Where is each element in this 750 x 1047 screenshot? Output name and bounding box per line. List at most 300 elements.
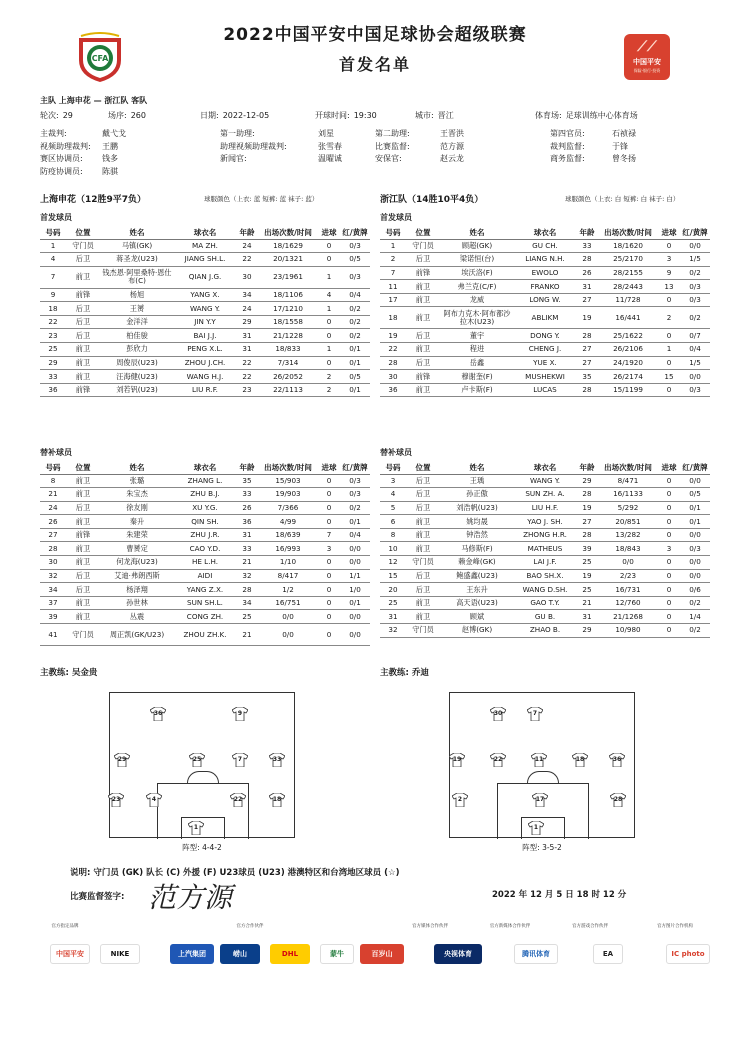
player-name: 刘若钒(U23) — [100, 383, 174, 397]
player-shirt-icon — [150, 707, 166, 721]
shirt-number: 19 — [452, 756, 462, 763]
player-row — [380, 239, 710, 253]
player-row — [40, 583, 370, 597]
official-name: 陈骐 — [102, 166, 118, 176]
round-info: 轮次: 29 — [40, 111, 73, 120]
home-formation: 阵型: 4-4-2 — [182, 843, 222, 852]
appearances-minutes: 18/1620 — [598, 239, 658, 253]
player-row — [380, 610, 710, 624]
goals: 0 — [658, 596, 680, 610]
player-row — [40, 329, 370, 343]
player-number: 25 — [380, 596, 406, 610]
official-name: 温曜诚 — [318, 154, 342, 163]
appearances-minutes: 8/471 — [598, 474, 658, 488]
goals: 0 — [658, 515, 680, 529]
player-age: 19 — [576, 569, 598, 583]
player-name: 柏佳骏 — [100, 329, 174, 343]
player-number: 33 — [40, 370, 66, 384]
player-shirt-icon — [452, 793, 468, 807]
player-age: 22 — [236, 356, 258, 370]
player-position: 前锋 — [66, 288, 100, 302]
column-header: 出场次数/时间 — [258, 226, 318, 239]
city-info: 城市: 晋江 — [415, 111, 454, 120]
player-age: 22 — [236, 253, 258, 267]
player-shirt-icon — [189, 753, 205, 767]
player-row — [40, 474, 370, 488]
player-number: 5 — [380, 501, 406, 515]
sponsor-category-label: 官方指定品牌 — [51, 924, 79, 929]
player-shirt-icon — [230, 793, 246, 807]
column-header: 年龄 — [576, 226, 598, 239]
shirt-name: HE L.H. — [174, 556, 236, 570]
official-name: 戴弋戈 — [102, 129, 126, 138]
player-shirt-icon — [108, 793, 124, 807]
player-number: 19 — [380, 329, 406, 343]
sponsor-logo: IC photo — [666, 944, 710, 964]
match-no-info: 场序: 260 — [108, 111, 146, 120]
player-name: 曹赟定 — [100, 542, 174, 556]
cards: 0/3 — [680, 542, 710, 556]
appearances-minutes: 16/751 — [258, 596, 318, 610]
player-shirt-icon — [490, 753, 506, 767]
cfa-logo-text: CFA — [91, 54, 109, 63]
player-shirt-icon — [449, 753, 465, 767]
shirt-name: LIU R.F. — [174, 383, 236, 397]
column-header: 进球 — [658, 461, 680, 474]
player-age: 34 — [236, 288, 258, 302]
player-name: 杨泽翔 — [100, 583, 174, 597]
sponsor-logo: 央视体育 — [434, 944, 482, 964]
player-name: 王东升 — [440, 583, 514, 597]
shirt-name: ZHOU ZH.K. — [174, 624, 236, 646]
goals: 0 — [658, 610, 680, 624]
goals: 1 — [658, 343, 680, 357]
official-name: 王晋洪 — [440, 129, 464, 138]
player-age: 31 — [236, 528, 258, 542]
appearances-minutes: 10/980 — [598, 624, 658, 638]
shirt-number: 18 — [272, 796, 282, 803]
appearances-minutes: 15/903 — [258, 474, 318, 488]
official-name: 钱多 — [102, 154, 118, 163]
player-name: 埃沃洛(F) — [440, 266, 514, 280]
official-label: 助理视频助理裁判: — [220, 141, 287, 151]
shirt-name: WANG D.SH. — [514, 583, 576, 597]
home-coach: 主教练: 吴金贵 — [40, 668, 98, 678]
player-number: 4 — [380, 488, 406, 502]
lineup-sheet — [30, 0, 720, 1047]
player-number: 32 — [40, 569, 66, 583]
player-row — [380, 253, 710, 267]
player-age: 29 — [236, 315, 258, 329]
player-number: 30 — [380, 370, 406, 384]
shirt-number: 1 — [533, 824, 539, 831]
goals: 0 — [658, 329, 680, 343]
cards: 1/5 — [680, 356, 710, 370]
ping-an-logo-text: 中国平安 — [633, 58, 661, 66]
player-name: 周俊辰(U23) — [100, 356, 174, 370]
player-position: 前锋 — [406, 266, 440, 280]
shirt-name: WANG Y. — [514, 474, 576, 488]
sponsor-category-label: 官方合作伙伴 — [236, 924, 264, 929]
appearances-minutes: 8/417 — [258, 569, 318, 583]
player-position: 前卫 — [406, 280, 440, 294]
shirt-name: LIANG N.H. — [514, 253, 576, 267]
player-name: 董宇 — [440, 329, 514, 343]
appearances-minutes: 23/1961 — [258, 266, 318, 288]
cards: 0/3 — [680, 293, 710, 307]
shirt-name: SUN ZH. A. — [514, 488, 576, 502]
cards: 0/3 — [680, 280, 710, 294]
player-shirt-icon — [232, 707, 248, 721]
cards: 0/2 — [680, 596, 710, 610]
cards: 0/2 — [680, 307, 710, 329]
cards: 0/2 — [680, 624, 710, 638]
shirt-number: 36 — [153, 710, 163, 717]
player-row — [380, 515, 710, 529]
player-row — [40, 302, 370, 316]
player-age: 24 — [236, 302, 258, 316]
home-kit-colors: 球服颜色（上衣: 蓝 短裤: 蓝 袜子: 蓝） — [204, 195, 319, 203]
appearances-minutes: 0/0 — [258, 610, 318, 624]
player-position: 前卫 — [406, 528, 440, 542]
shirt-name: QIN SH. — [174, 515, 236, 529]
shirt-name: GAO T.Y. — [514, 596, 576, 610]
ping-an-logo-sub: 保险·银行·投资 — [633, 68, 661, 73]
player-age: 27 — [576, 293, 598, 307]
player-number: 10 — [380, 542, 406, 556]
supervisor-sign-label: 比赛监督签字: — [70, 892, 125, 902]
player-row — [40, 515, 370, 529]
goals: 0 — [318, 488, 340, 502]
goals: 0 — [658, 239, 680, 253]
player-row — [40, 610, 370, 624]
player-age: 22 — [236, 370, 258, 384]
player-age: 31 — [576, 610, 598, 624]
goals: 15 — [658, 370, 680, 384]
column-header: 出场次数/时间 — [598, 226, 658, 239]
cards: 0/4 — [340, 528, 370, 542]
legend-note: 说明: 守门员 (GK) 队长 (C) 外援 (F) U23球员 (U23) 港澳特区和台湾地区球员 (☆) — [70, 868, 400, 878]
sponsor-logo: 腾讯体育 — [514, 944, 558, 964]
player-number: 26 — [40, 515, 66, 529]
sponsor-logo: 崂山 — [220, 944, 260, 964]
official-label: 赛区协调员: — [40, 154, 83, 163]
player-position: 后卫 — [406, 569, 440, 583]
player-position: 后卫 — [406, 356, 440, 370]
goals: 0 — [318, 253, 340, 267]
player-position: 前卫 — [406, 610, 440, 624]
official-label: 第一助理: — [220, 129, 255, 138]
player-age: 26 — [576, 266, 598, 280]
player-name: 张璐 — [100, 474, 174, 488]
shirt-name: JIN Y.Y — [174, 315, 236, 329]
shirt-name: EWOLO — [514, 266, 576, 280]
player-name: 鲍盛鑫(U23) — [440, 569, 514, 583]
player-number: 2 — [380, 253, 406, 267]
player-name: 岳鑫 — [440, 356, 514, 370]
official-label: 防疫协调员: — [40, 166, 83, 176]
sponsor-logo: NIKE — [100, 944, 140, 964]
appearances-minutes: 2/23 — [598, 569, 658, 583]
shirt-number: 29 — [117, 756, 127, 763]
table-header-row — [380, 226, 710, 239]
player-position: 前卫 — [406, 596, 440, 610]
official-label: 比赛监督: — [375, 141, 410, 151]
kickoff-info: 开球时间: 19:30 — [315, 111, 377, 120]
official-label: 新闻官: — [220, 154, 247, 163]
official-label: 主裁判: — [40, 129, 67, 138]
player-position: 后卫 — [406, 501, 440, 515]
shirt-name: CONG ZH. — [174, 610, 236, 624]
column-header: 年龄 — [576, 461, 598, 474]
cards: 0/3 — [340, 474, 370, 488]
goals: 0 — [658, 293, 680, 307]
player-shirt-icon — [490, 707, 506, 721]
column-header: 出场次数/时间 — [258, 461, 318, 474]
player-row — [380, 569, 710, 583]
player-age: 39 — [576, 542, 598, 556]
player-number: 28 — [380, 356, 406, 370]
shirt-name: FRANKO — [514, 280, 576, 294]
appearances-minutes: 24/1920 — [598, 356, 658, 370]
player-age: 33 — [236, 542, 258, 556]
player-row — [380, 343, 710, 357]
player-age: 28 — [576, 383, 598, 397]
player-name: 程进 — [440, 343, 514, 357]
player-age: 28 — [576, 528, 598, 542]
player-number: 7 — [40, 266, 66, 288]
goals: 0 — [658, 528, 680, 542]
goals: 0 — [658, 556, 680, 570]
goals: 0 — [658, 383, 680, 397]
player-name: 王赟 — [100, 302, 174, 316]
player-name: 钱杰恩·阿里桑特·恩仕布(C) — [100, 266, 174, 288]
cards: 0/7 — [680, 329, 710, 343]
shirt-number: 25 — [192, 756, 202, 763]
official-name: 张雪春 — [318, 141, 342, 151]
cards: 0/5 — [340, 370, 370, 384]
player-row — [40, 266, 370, 288]
goals: 0 — [318, 610, 340, 624]
column-header: 姓名 — [100, 226, 174, 239]
cards: 0/5 — [340, 253, 370, 267]
goals: 9 — [658, 266, 680, 280]
player-name: 王瑀 — [440, 474, 514, 488]
player-position: 前锋 — [66, 528, 100, 542]
player-age: 25 — [576, 556, 598, 570]
column-header: 姓名 — [100, 461, 174, 474]
shirt-name: MUSHEKWI — [514, 370, 576, 384]
column-header: 位置 — [406, 226, 440, 239]
shirt-name: LUCAS — [514, 383, 576, 397]
away-kit-colors: 球服颜色（上衣: 白 短裤: 白 袜子: 白） — [565, 195, 680, 203]
shirt-number: 11 — [534, 756, 544, 763]
sign-datetime: 2022 年 12 月 5 日 18 时 12 分 — [492, 890, 627, 900]
player-position: 前卫 — [406, 343, 440, 357]
goals: 0 — [658, 501, 680, 515]
player-row — [380, 542, 710, 556]
goals: 0 — [658, 474, 680, 488]
cards: 1/5 — [680, 253, 710, 267]
player-age: 25 — [576, 583, 598, 597]
player-row — [380, 596, 710, 610]
player-position: 后卫 — [66, 253, 100, 267]
player-row — [380, 293, 710, 307]
goals: 0 — [658, 583, 680, 597]
player-name: 梁诺恒(台) — [440, 253, 514, 267]
shirt-number: 9 — [237, 710, 243, 717]
home-subs-label: 替补球员 — [40, 448, 72, 457]
appearances-minutes: 16/1133 — [598, 488, 658, 502]
appearances-minutes: 18/833 — [258, 343, 318, 357]
page-subtitle: 首发名单 — [338, 55, 411, 74]
appearances-minutes: 11/728 — [598, 293, 658, 307]
player-age: 33 — [236, 488, 258, 502]
player-name: 弗兰克(C/F) — [440, 280, 514, 294]
appearances-minutes: 13/282 — [598, 528, 658, 542]
player-row — [40, 624, 370, 646]
player-name: 丛震 — [100, 610, 174, 624]
sponsor-logo: 百岁山 — [360, 944, 404, 964]
shirt-name: BAO SH.X. — [514, 569, 576, 583]
goals: 0 — [318, 356, 340, 370]
player-age: 31 — [236, 343, 258, 357]
cards: 0/1 — [340, 343, 370, 357]
column-header: 红/黄牌 — [340, 461, 370, 474]
player-position: 前卫 — [406, 515, 440, 529]
appearances-minutes: 20/851 — [598, 515, 658, 529]
player-number: 12 — [380, 556, 406, 570]
player-row — [40, 253, 370, 267]
player-name: 穆谢奎(F) — [440, 370, 514, 384]
shirt-name: CAO Y.D. — [174, 542, 236, 556]
shirt-number: 23 — [111, 796, 121, 803]
shirt-number: 22 — [233, 796, 243, 803]
player-row — [380, 266, 710, 280]
away-pitch — [449, 692, 635, 838]
goals: 3 — [318, 542, 340, 556]
shirt-number: 7 — [532, 710, 538, 717]
shirt-name: AIDI — [174, 569, 236, 583]
player-shirt-icon — [114, 753, 130, 767]
player-row — [40, 239, 370, 253]
player-name: 朱宝杰 — [100, 488, 174, 502]
sponsor-category-label: 官方新媒体合作伙伴 — [489, 924, 531, 929]
shirt-name: BAI J.J. — [174, 329, 236, 343]
shirt-number: 2 — [457, 796, 463, 803]
official-label: 视频助理裁判: — [40, 141, 91, 151]
shirt-number: 36 — [612, 756, 622, 763]
appearances-minutes: 5/292 — [598, 501, 658, 515]
column-header: 号码 — [40, 226, 66, 239]
player-row — [40, 528, 370, 542]
player-row — [380, 307, 710, 329]
player-shirt-icon — [232, 753, 248, 767]
player-shirt-icon — [269, 793, 285, 807]
player-position: 后卫 — [66, 329, 100, 343]
appearances-minutes: 19/903 — [258, 488, 318, 502]
column-header: 姓名 — [440, 226, 514, 239]
player-age: 33 — [576, 239, 598, 253]
appearances-minutes: 28/2443 — [598, 280, 658, 294]
goals: 0 — [318, 596, 340, 610]
shirt-name: XU Y.G. — [174, 501, 236, 515]
player-row — [40, 383, 370, 397]
appearances-minutes: 18/639 — [258, 528, 318, 542]
cards: 0/1 — [340, 356, 370, 370]
player-name: 何龙海(U23) — [100, 556, 174, 570]
player-number: 6 — [380, 515, 406, 529]
player-position: 守门员 — [66, 239, 100, 253]
shirt-name: LAI J.F. — [514, 556, 576, 570]
goals: 0 — [318, 583, 340, 597]
cards: 0/2 — [340, 302, 370, 316]
away-subs-table — [380, 461, 710, 638]
date-info: 日期: 2022-12-05 — [200, 111, 270, 120]
cards: 0/1 — [340, 596, 370, 610]
player-age: 24 — [236, 239, 258, 253]
player-row — [380, 501, 710, 515]
column-header: 位置 — [66, 226, 100, 239]
player-shirt-icon — [610, 793, 626, 807]
goals: 13 — [658, 280, 680, 294]
cards: 0/0 — [340, 610, 370, 624]
player-name: 金洋洋 — [100, 315, 174, 329]
player-shirt-icon — [609, 753, 625, 767]
shirt-name: MATHEUS — [514, 542, 576, 556]
player-age: 21 — [236, 556, 258, 570]
away-starters-table — [380, 226, 710, 397]
player-name: 秦升 — [100, 515, 174, 529]
player-position: 后卫 — [406, 488, 440, 502]
player-name: 彭欣力 — [100, 343, 174, 357]
goals: 0 — [318, 556, 340, 570]
player-name: 马修斯(F) — [440, 542, 514, 556]
player-age: 21 — [236, 624, 258, 646]
player-age: 26 — [236, 501, 258, 515]
goals: 0 — [318, 474, 340, 488]
appearances-minutes: 22/1113 — [258, 383, 318, 397]
player-position: 守门员 — [406, 556, 440, 570]
player-position: 后卫 — [66, 569, 100, 583]
player-name: 孙正傲 — [440, 488, 514, 502]
player-number: 4 — [40, 253, 66, 267]
home-pitch — [109, 692, 295, 838]
official-name: 曾冬扬 — [612, 154, 636, 163]
cards: 0/0 — [340, 624, 370, 646]
appearances-minutes: 12/760 — [598, 596, 658, 610]
player-shirt-icon — [531, 753, 547, 767]
column-header: 红/黄牌 — [680, 461, 710, 474]
goals: 0 — [318, 569, 340, 583]
goals: 0 — [318, 239, 340, 253]
player-position: 前卫 — [66, 596, 100, 610]
shirt-number: 18 — [575, 756, 585, 763]
shirt-name: ZHU J.R. — [174, 528, 236, 542]
player-name: 汪海健(U23) — [100, 370, 174, 384]
cards: 0/4 — [340, 288, 370, 302]
player-position: 前卫 — [66, 343, 100, 357]
shirt-name: ZHONG H.R. — [514, 528, 576, 542]
player-position: 前卫 — [406, 383, 440, 397]
player-row — [40, 315, 370, 329]
shirt-name: GU CH. — [514, 239, 576, 253]
player-name: 周正凯(GK/U23) — [100, 624, 174, 646]
cards: 0/2 — [340, 329, 370, 343]
player-shirt-icon — [528, 821, 544, 835]
shirt-number: 22 — [493, 756, 503, 763]
player-row — [380, 370, 710, 384]
